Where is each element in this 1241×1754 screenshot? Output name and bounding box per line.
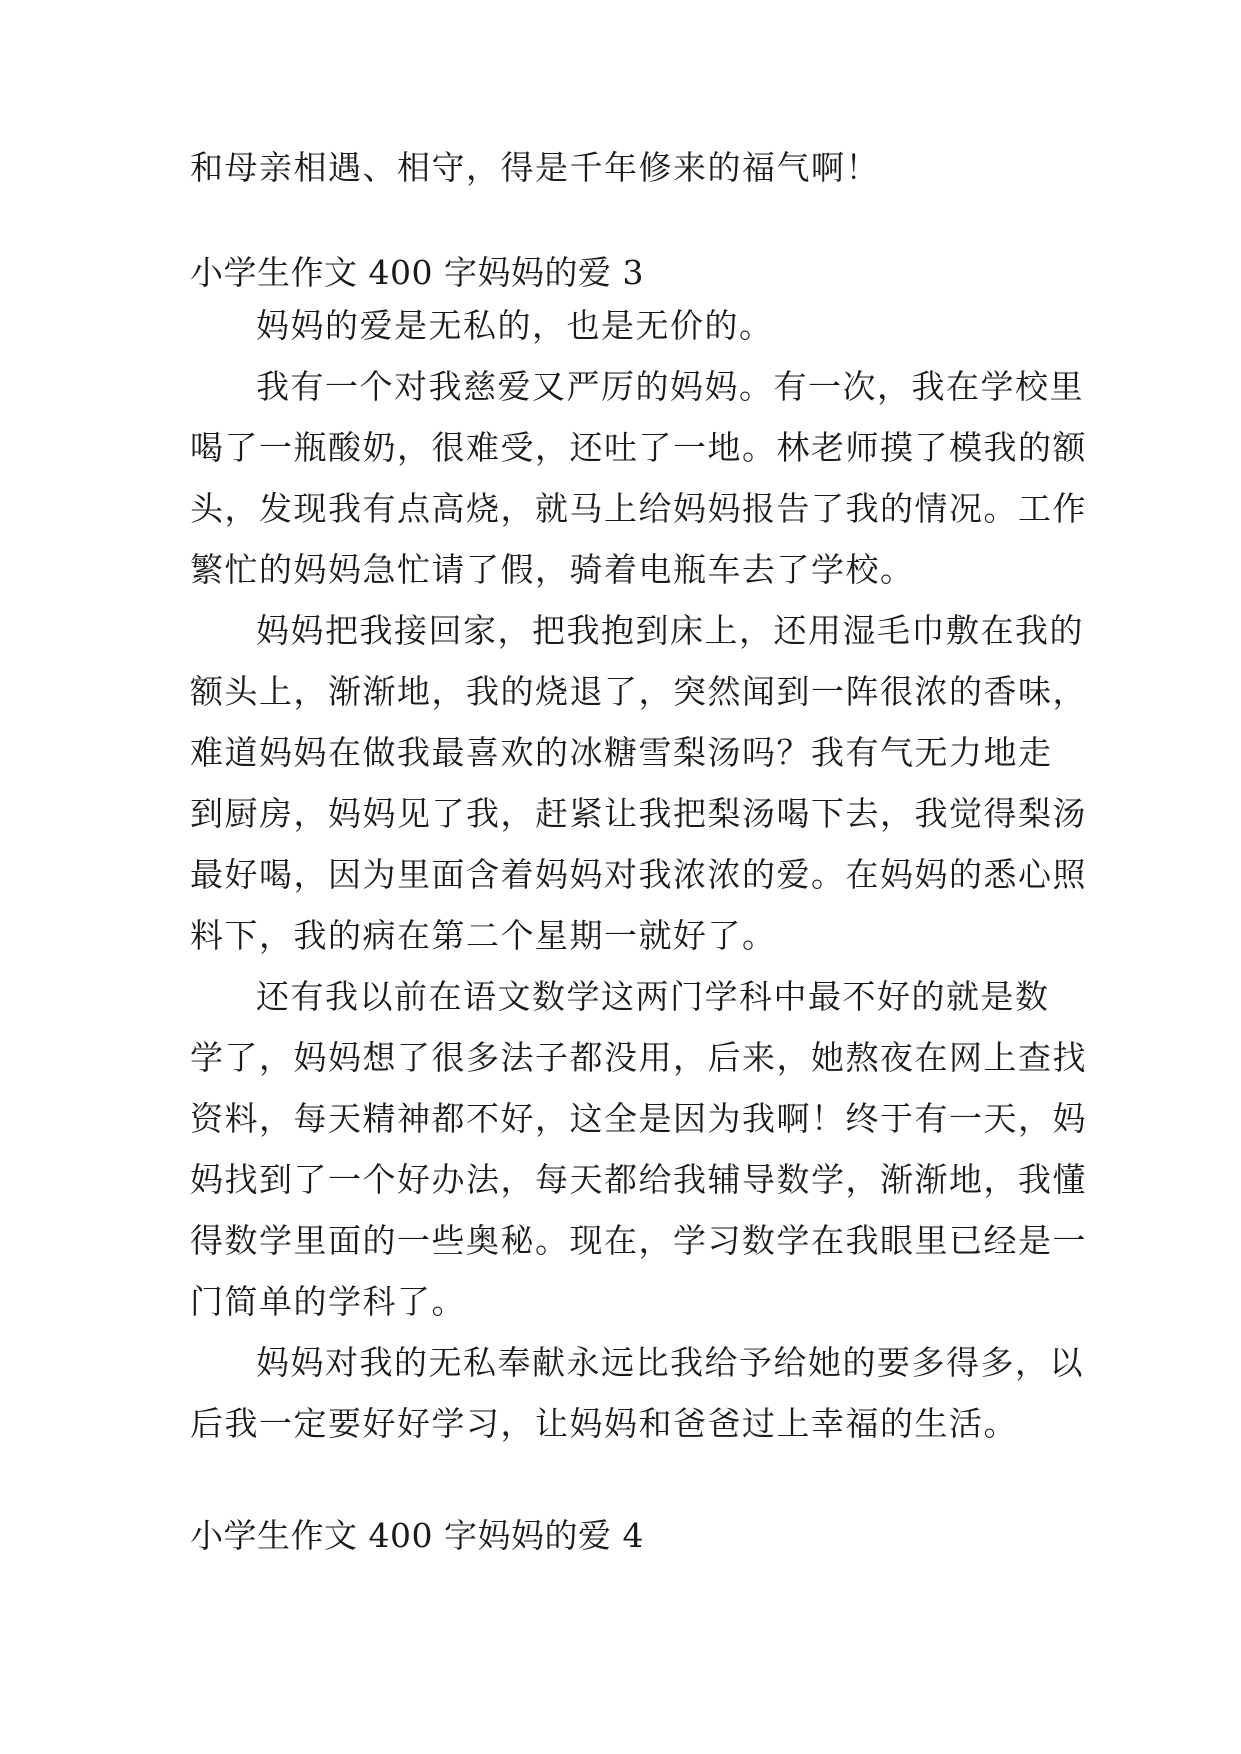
essay-heading-3: 小学生作文 400 字妈妈的爱 3 — [190, 253, 644, 292]
text-line: 料下，我的病在第二个星期一就好了。 — [190, 916, 777, 955]
text-line: 后我一定要好好学习，让妈妈和爸爸过上幸福的生活。 — [190, 1404, 1018, 1443]
essay-heading-4: 小学生作文 400 字妈妈的爱 4 — [190, 1516, 644, 1555]
text-line: 和母亲相遇、相守，得是千年修来的福气啊！ — [190, 148, 880, 187]
text-line: 我有一个对我慈爱又严厉的妈妈。有一次，我在学校里 — [256, 367, 1084, 406]
text-line: 学了，妈妈想了很多法子都没用，后来，她熬夜在网上查找 — [190, 1038, 1087, 1077]
essay-body-3 — [190, 295, 1087, 1454]
text-line: 头，发现我有点高烧，就马上给妈妈报告了我的情况。工作 — [190, 489, 1087, 528]
text-line: 难道妈妈在做我最喜欢的冰糖雪梨汤吗？我有气无力地走 — [190, 733, 1053, 772]
text-line: 妈妈把我接回家，把我抱到床上，还用湿毛巾敷在我的 — [256, 611, 1084, 650]
top-line — [190, 137, 1060, 198]
text-line: 妈妈的爱是无私的，也是无价的。 — [256, 306, 774, 345]
text-line: 最好喝，因为里面含着妈妈对我浓浓的爱。在妈妈的悉心照 — [190, 855, 1087, 894]
text-line: 喝了一瓶酸奶，很难受，还吐了一地。林老师摸了模我的额 — [190, 428, 1087, 467]
text-line: 妈找到了一个好办法，每天都给我辅导数学，渐渐地，我懂 — [190, 1160, 1087, 1199]
text-line: 得数学里面的一些奥秘。现在，学习数学在我眼里已经是一 — [190, 1221, 1087, 1260]
text-line: 繁忙的妈妈急忙请了假，骑着电瓶车去了学校。 — [190, 550, 915, 589]
text-line: 门简单的学科了。 — [190, 1282, 466, 1321]
text-line: 妈妈对我的无私奉献永远比我给予给她的要多得多，以 — [256, 1343, 1084, 1382]
text-line: 额头上，渐渐地，我的烧退了，突然闻到一阵很浓的香味， — [190, 672, 1087, 711]
text-line: 到厨房，妈妈见了我，赶紧让我把梨汤喝下去，我觉得梨汤 — [190, 794, 1087, 833]
text-line: 还有我以前在语文数学这两门学科中最不好的就是数 — [256, 977, 1050, 1016]
text-line: 资料，每天精神都不好，这全是因为我啊！终于有一天，妈 — [190, 1099, 1087, 1138]
